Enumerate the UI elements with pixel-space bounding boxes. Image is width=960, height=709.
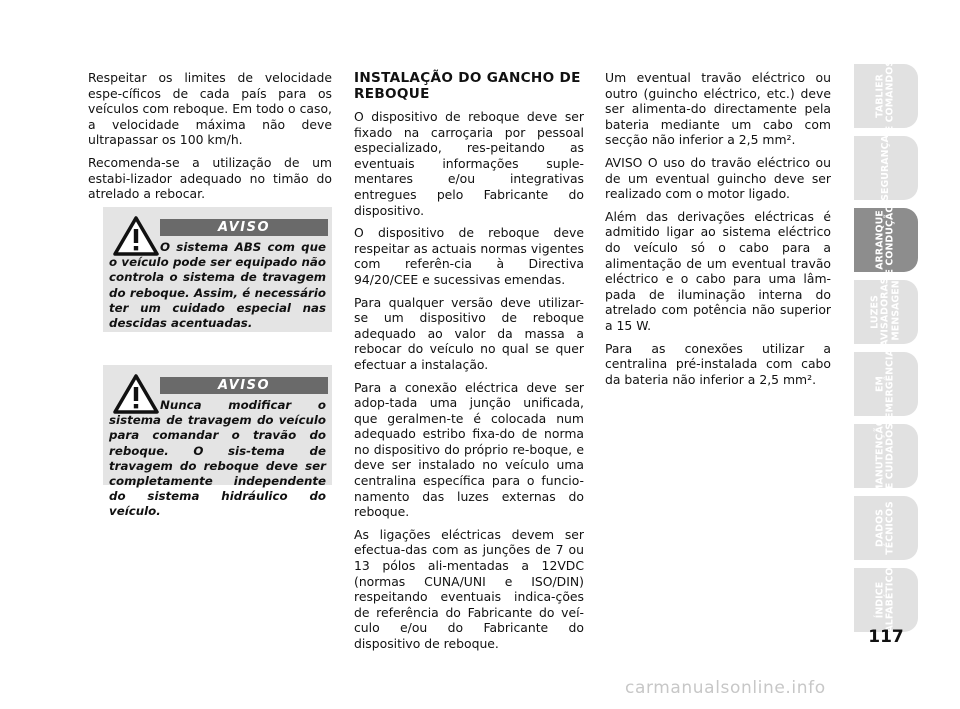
tab-em-emergencia[interactable]	[854, 349, 918, 419]
warning-text: Nunca modificar o sistema de travagem do veículo para comandar o travão do reboque. O sis-tema de travagem do reboque deve ser completamente independente do sistema hidráulico do veículo.	[109, 398, 326, 519]
warning-box-brakes	[103, 365, 332, 519]
tab-luzes-avisadoras[interactable]	[854, 273, 918, 351]
warning-box-abs	[103, 207, 332, 332]
speed-limit-paragraph: Respeitar os limites de velocidade espe-cíficos de cada país para os veículos com reboque. Em todo o caso, a velocidade máxima não deve ultrapassar os 100 km/h.	[88, 70, 332, 148]
electric-brake-paragraph: Um eventual travão eléctrico ou outro (guincho eléctrico, etc.) deve ser alimenta-do directamente pela bateria mediante um cabo com secção não inferior a 2,5 mm².	[605, 70, 831, 148]
tab-label: LUZES AVISADORAS E MENSAGENS	[869, 273, 902, 351]
tab-indice-alfabetico[interactable]	[854, 568, 918, 632]
mass-paragraph: Para qualquer versão deve utilizar-se um dispositivo de reboque adequado ao valor da massa a rebocar do veículo no qual se quer efectuar a instalação.	[354, 294, 584, 372]
control-unit-paragraph: Para as conexões utilizar a centralina pré-instalada com cabo da bateria não inferior a 2,5 mm².	[605, 340, 831, 387]
tab-label: MANUTENÇÃO E CUIDADOS	[874, 418, 896, 494]
tab-arranque-e-conducao[interactable]	[854, 204, 918, 276]
engine-on-paragraph: AVISO O uso do travão eléctrico ou de um eventual guincho deve ser realizado com o motor ligado.	[605, 154, 831, 202]
tab-manutencao-e-cuidados[interactable]	[854, 418, 918, 494]
tab-label: SEGURANÇA	[879, 135, 891, 201]
stabilizer-paragraph: Recomenda-se a utilização de um estabi-lizador adequado no timão do atrelado a rebocar.	[88, 154, 332, 202]
wiring-paragraph: As ligações eléctricas devem ser efectua-das com as junções de 7 ou 13 pólos ali-mentadas a 12VDC (normas CUNA/UNI e ISO/DIN) respeitando eventuais indica-ções de referência do Fabricante do veí-culo e/ou do Fabricante do dispositivo de reboque.	[354, 526, 584, 651]
watermark: carmanualsonline.info	[625, 678, 826, 698]
tab-label: EM EMERGÊNCIA	[874, 349, 896, 419]
tab-label: ÍNDICE ALFABÉTICO	[874, 567, 896, 633]
warning-title: AVISO	[160, 377, 328, 394]
tab-tablier-e-comandos[interactable]	[854, 59, 918, 133]
text-column-left	[88, 70, 332, 209]
tab-label: TABLIER E COMANDOS	[874, 59, 896, 133]
tab-label: ARRANQUE E CONDUÇÃO	[874, 204, 896, 276]
section-heading: INSTALAÇÃO DO GANCHO DE REBOQUE	[354, 70, 581, 102]
electrical-connection-paragraph: Para a conexão eléctrica deve ser adop-tada uma junção unificada, que geralmen-te é colocada num adequado estribo fixa-do de norma no dispositivo do próprio re-boque, e deve ser instalado no veículo uma centralina específica para o funcio-namento das luzes externas do reboque.	[354, 379, 584, 520]
page-number: 117	[868, 627, 904, 647]
warning-title: AVISO	[160, 219, 328, 236]
tab-dados-tecnicos[interactable]	[854, 496, 918, 560]
derivations-paragraph: Além das derivações eléctricas é admitido ligar ao sistema eléctrico do veículo só o cabo para a alimentação de um eventual travão eléctrico e o cabo para uma lâm-pada de iluminação interna do atrelado com potência não superior a 15 W.	[605, 208, 831, 333]
warning-text: O sistema ABS com que o veículo pode ser equipado não controla o sistema de travagem do reboque. Assim, é necessário ter um cuidado especial nas descidas acentuadas.	[109, 240, 326, 331]
directive-paragraph: O dispositivo de reboque deve respeitar as actuais normas vigentes com referên-cia à Directiva 94/20/CEE e sucessivas emendas.	[354, 225, 584, 287]
text-column-middle	[354, 70, 584, 659]
mounting-paragraph: O dispositivo de reboque deve ser fixado na carroçaria por pessoal especializado, res-peitando as eventuais informações suple-mentares e/ou integrativas entregues pelo Fabricante do dispositivo.	[354, 109, 584, 218]
tab-label: DADOS TÉCNICOS	[874, 501, 896, 555]
tab-seguranca[interactable]	[854, 136, 918, 200]
text-column-right	[605, 70, 831, 394]
